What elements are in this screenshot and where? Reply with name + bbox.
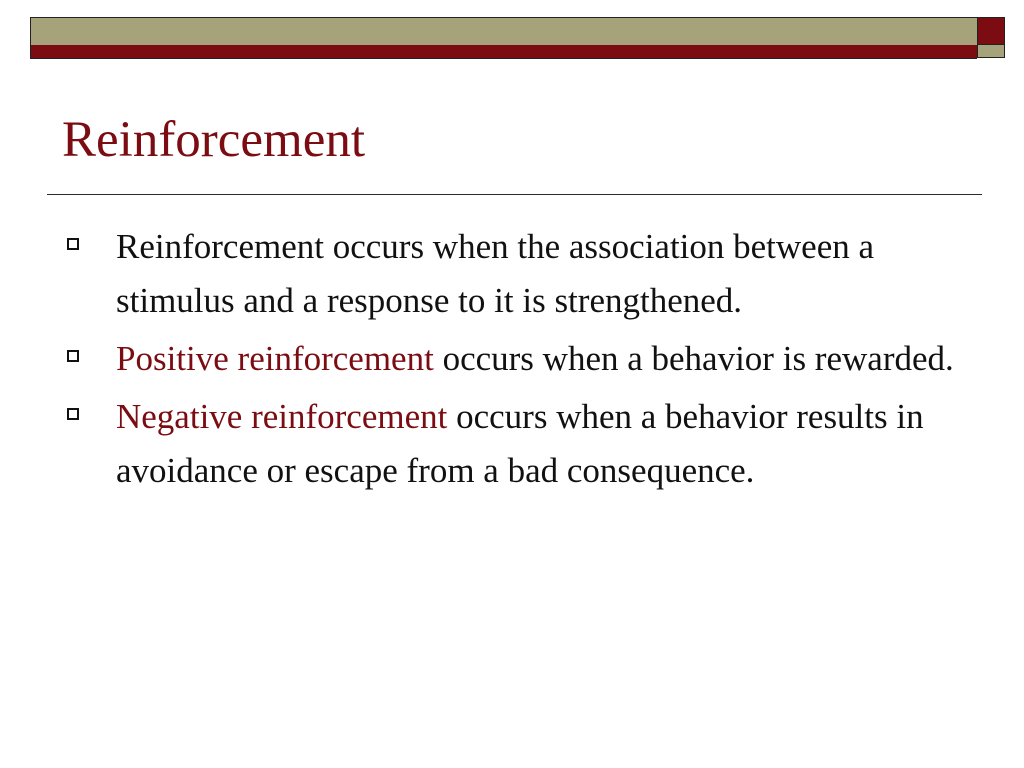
bullet-item xyxy=(62,220,982,328)
header-bar-olive xyxy=(30,17,977,46)
bullet-item xyxy=(62,332,982,386)
bullet-list xyxy=(62,220,982,502)
hollow-square-bullet-icon xyxy=(67,350,79,362)
bullet-text: occurs when a behavior is rewarded. xyxy=(433,339,954,378)
header-bar-maroon xyxy=(30,45,977,59)
title-divider xyxy=(47,194,982,195)
bullet-item xyxy=(62,390,982,498)
bullet-highlight: Positive reinforcement xyxy=(116,339,434,378)
slide-title: Reinforcement xyxy=(62,112,366,168)
bullet-text: occurs when a behavior results in avoidance or escape from a bad consequence. xyxy=(116,397,924,490)
bullet-highlight: Negative reinforcement xyxy=(116,397,448,436)
header-corner-olive xyxy=(977,45,1005,58)
header-corner-maroon xyxy=(977,17,1005,45)
hollow-square-bullet-icon xyxy=(67,408,79,420)
bullet-text: Reinforcement occurs when the association between a stimulus and a response to it is strengthened. xyxy=(116,227,875,320)
hollow-square-bullet-icon xyxy=(67,238,79,250)
